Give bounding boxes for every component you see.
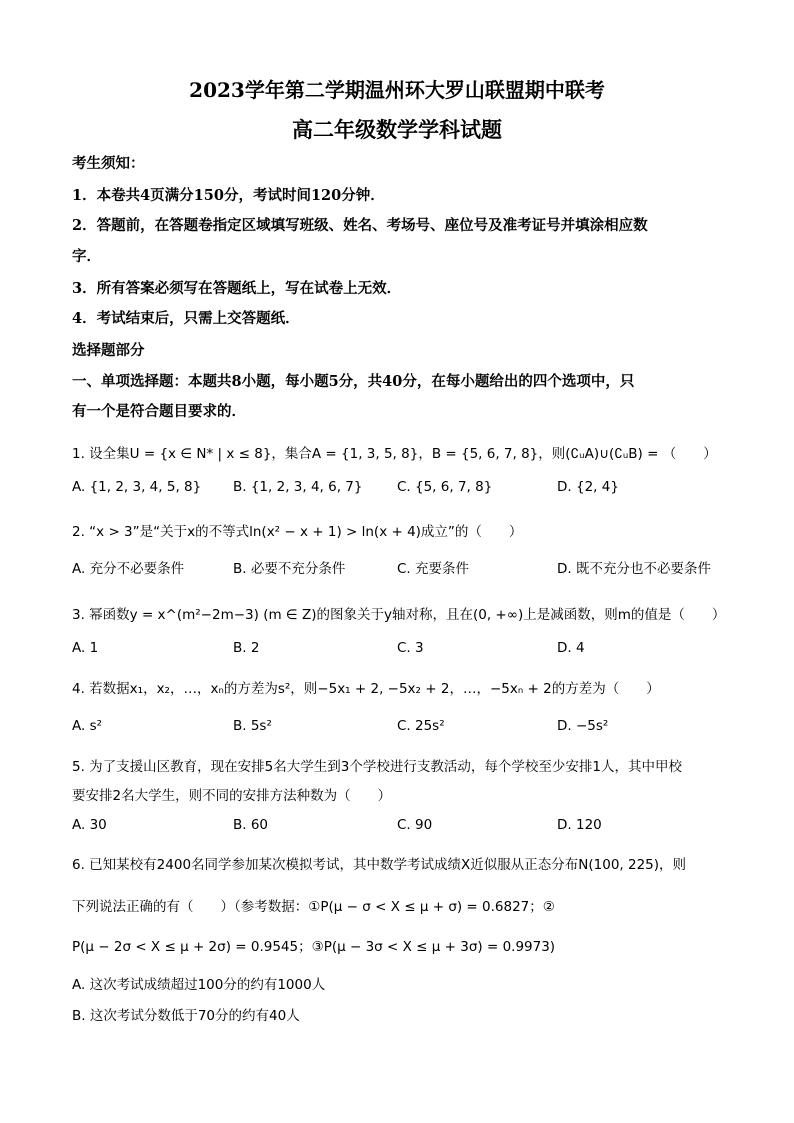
- q4-option-a: A. s²: [72, 718, 103, 734]
- q5-option-a: A. 30: [72, 817, 107, 833]
- q2-option-c: C. 充要条件: [397, 561, 470, 577]
- question-5-stem: 5. 为了支援山区教育，现在安排5名大学生到3个学校进行支教活动，每个学校至少安排1人，其中甲校: [72, 759, 682, 775]
- question-6-stem: 6. 已知某校有2400名同学参加某次模拟考试，其中数学考试成绩X近似服从正态分布N(100, 225)，则: [72, 857, 687, 873]
- notice-item: 1．本卷共4页满分150分，考试时间120分钟．: [72, 187, 385, 204]
- q3-option-d: D. 4: [557, 640, 585, 656]
- q4-option-c: C. 25s²: [397, 718, 445, 734]
- q2-option-d: D. 既不充分也不必要条件: [557, 561, 711, 577]
- q4-option-b: B. 5s²: [233, 718, 272, 734]
- q1-option-a: A. {1, 2, 3, 4, 5, 8}: [72, 479, 202, 495]
- q5-option-d: D. 120: [557, 817, 602, 833]
- q3-option-a: A. 1: [72, 640, 99, 656]
- q6-option-a: A. 这次考试成绩超过100分的约有1000人: [72, 977, 326, 993]
- q2-option-b: B. 必要不充分条件: [233, 561, 346, 577]
- q1-option-b: B. {1, 2, 3, 4, 6, 7}: [233, 479, 363, 495]
- section-part: 选择题部分: [72, 342, 145, 359]
- notice-heading: 考生须知：: [72, 155, 145, 172]
- q3-option-c: C. 3: [397, 640, 424, 656]
- question-6-stem-cont: 下列说法正确的有（ ）（参考数据：①P(μ − σ < X ≤ μ + σ) = 0.6827；②: [72, 899, 555, 915]
- question-3-stem: 3. 幂函数y = x^(m²−2m−3) (m ∈ Z)的图象关于y轴对称，且在(0, +∞)上是减函数，则m的值是（ ）: [72, 607, 726, 623]
- notice-item: 3．所有答案必须写在答题纸上，写在试卷上无效．: [72, 280, 402, 297]
- section-heading: 有一个是符合题目要求的．: [72, 403, 246, 420]
- exam-subtitle: 高二年级数学学科试题: [292, 117, 502, 142]
- q1-option-c: C. {5, 6, 7, 8}: [397, 479, 493, 495]
- exam-title: 2023学年第二学期温州环大罗山联盟期中联考: [189, 78, 605, 102]
- question-1-stem: 1. 设全集U = {x ∈ N* | x ≤ 8}，集合A = {1, 3, 5, 8}，B = {5, 6, 7, 8}，则(∁ᵤA)∪(∁ᵤB) = （ ）: [72, 446, 717, 462]
- notice-item: 字．: [72, 248, 101, 265]
- q5-option-b: B. 60: [233, 817, 269, 833]
- section-heading: 一、单项选择题：本题共8小题，每小题5分，共40分，在每小题给出的四个选项中，只: [72, 373, 635, 390]
- q4-option-d: D. −5s²: [557, 718, 609, 734]
- q1-option-d: D. {2, 4}: [557, 479, 619, 495]
- question-4-stem: 4. 若数据x₁，x₂，…，xₙ的方差为s²，则−5x₁ + 2, −5x₂ + 2，…，−5xₙ + 2的方差为（ ）: [72, 681, 660, 697]
- question-5-stem-cont: 要安排2名大学生，则不同的安排方法种数为（ ）: [72, 788, 392, 804]
- notice-item: 2．答题前，在答题卷指定区域填写班级、姓名、考场号、座位号及准考证号并填涂相应数: [72, 217, 648, 234]
- q5-option-c: C. 90: [397, 817, 433, 833]
- q6-option-b: B. 这次考试分数低于70分的约有40人: [72, 1008, 300, 1024]
- question-2-stem: 2. “x > 3”是“关于x的不等式ln(x² − x + 1) > ln(x + 4)成立”的（ ）: [72, 524, 523, 540]
- question-6-stem-cont: P(μ − 2σ < X ≤ μ + 2σ) = 0.9545；③P(μ − 3σ < X ≤ μ + 3σ) = 0.9973): [72, 939, 556, 955]
- q2-option-a: A. 充分不必要条件: [72, 561, 185, 577]
- q3-option-b: B. 2: [233, 640, 260, 656]
- notice-item: 4．考试结束后，只需上交答题纸．: [72, 310, 300, 327]
